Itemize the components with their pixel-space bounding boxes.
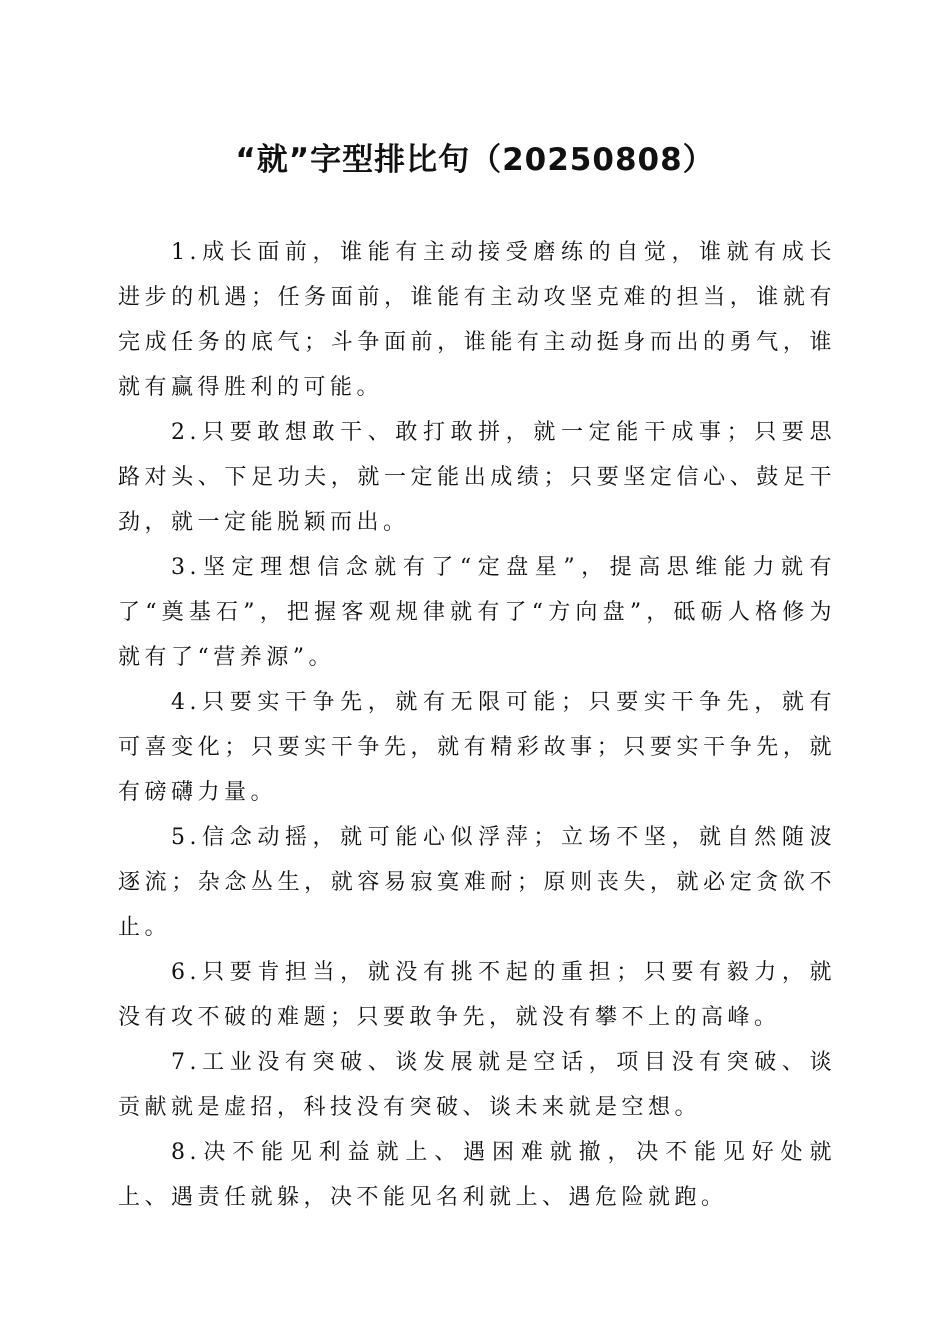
paragraph-3: 3.坚定理想信念就有了“定盘星”，提高思维能力就有了“奠基石”，把握客观规律就有了“方向盘”，砥砺人格修为就有了“营养源”。 xyxy=(118,555,836,670)
paragraph-4: 4.只要实干争先，就有无限可能；只要实干争先，就有可喜变化；只要实干争先，就有精彩故事；只要实干争先，就有磅礴力量。 xyxy=(118,690,836,805)
document-title: “就”字型排比句（20250808） xyxy=(235,142,715,178)
paragraph-7: 7.工业没有突破、谈发展就是空话，项目没有突破、谈贡献就是虚招，科技没有突破、谈未来就是空想。 xyxy=(118,1050,836,1120)
paragraph-8: 8.决不能见利益就上、遇困难就撤，决不能见好处就上、遇责任就躲，决不能见名利就上、遇危险就跑。 xyxy=(118,1140,836,1210)
paragraph-2: 2.只要敢想敢干、敢打敢拼，就一定能干成事；只要思路对头、下足功夫，就一定能出成绩；只要坚定信心、鼓足干劲，就一定能脱颖而出。 xyxy=(118,420,836,535)
paragraph-1: 1.成长面前，谁能有主动接受磨练的自觉，谁就有成长进步的机遇；任务面前，谁能有主动攻坚克难的担当，谁就有完成任务的底气；斗争面前，谁能有主动挺身而出的勇气，谁就有赢得胜利的可能。 xyxy=(118,240,836,400)
paragraph-6: 6.只要肯担当，就没有挑不起的重担；只要有毅力，就没有攻不破的难题；只要敢争先，就没有攀不上的高峰。 xyxy=(118,960,836,1030)
document-body xyxy=(118,230,836,1220)
paragraph-5: 5.信念动摇，就可能心似浮萍；立场不坚，就自然随波逐流；杂念丛生，就容易寂寞难耐；原则丧失，就必定贪欲不止。 xyxy=(118,825,836,940)
